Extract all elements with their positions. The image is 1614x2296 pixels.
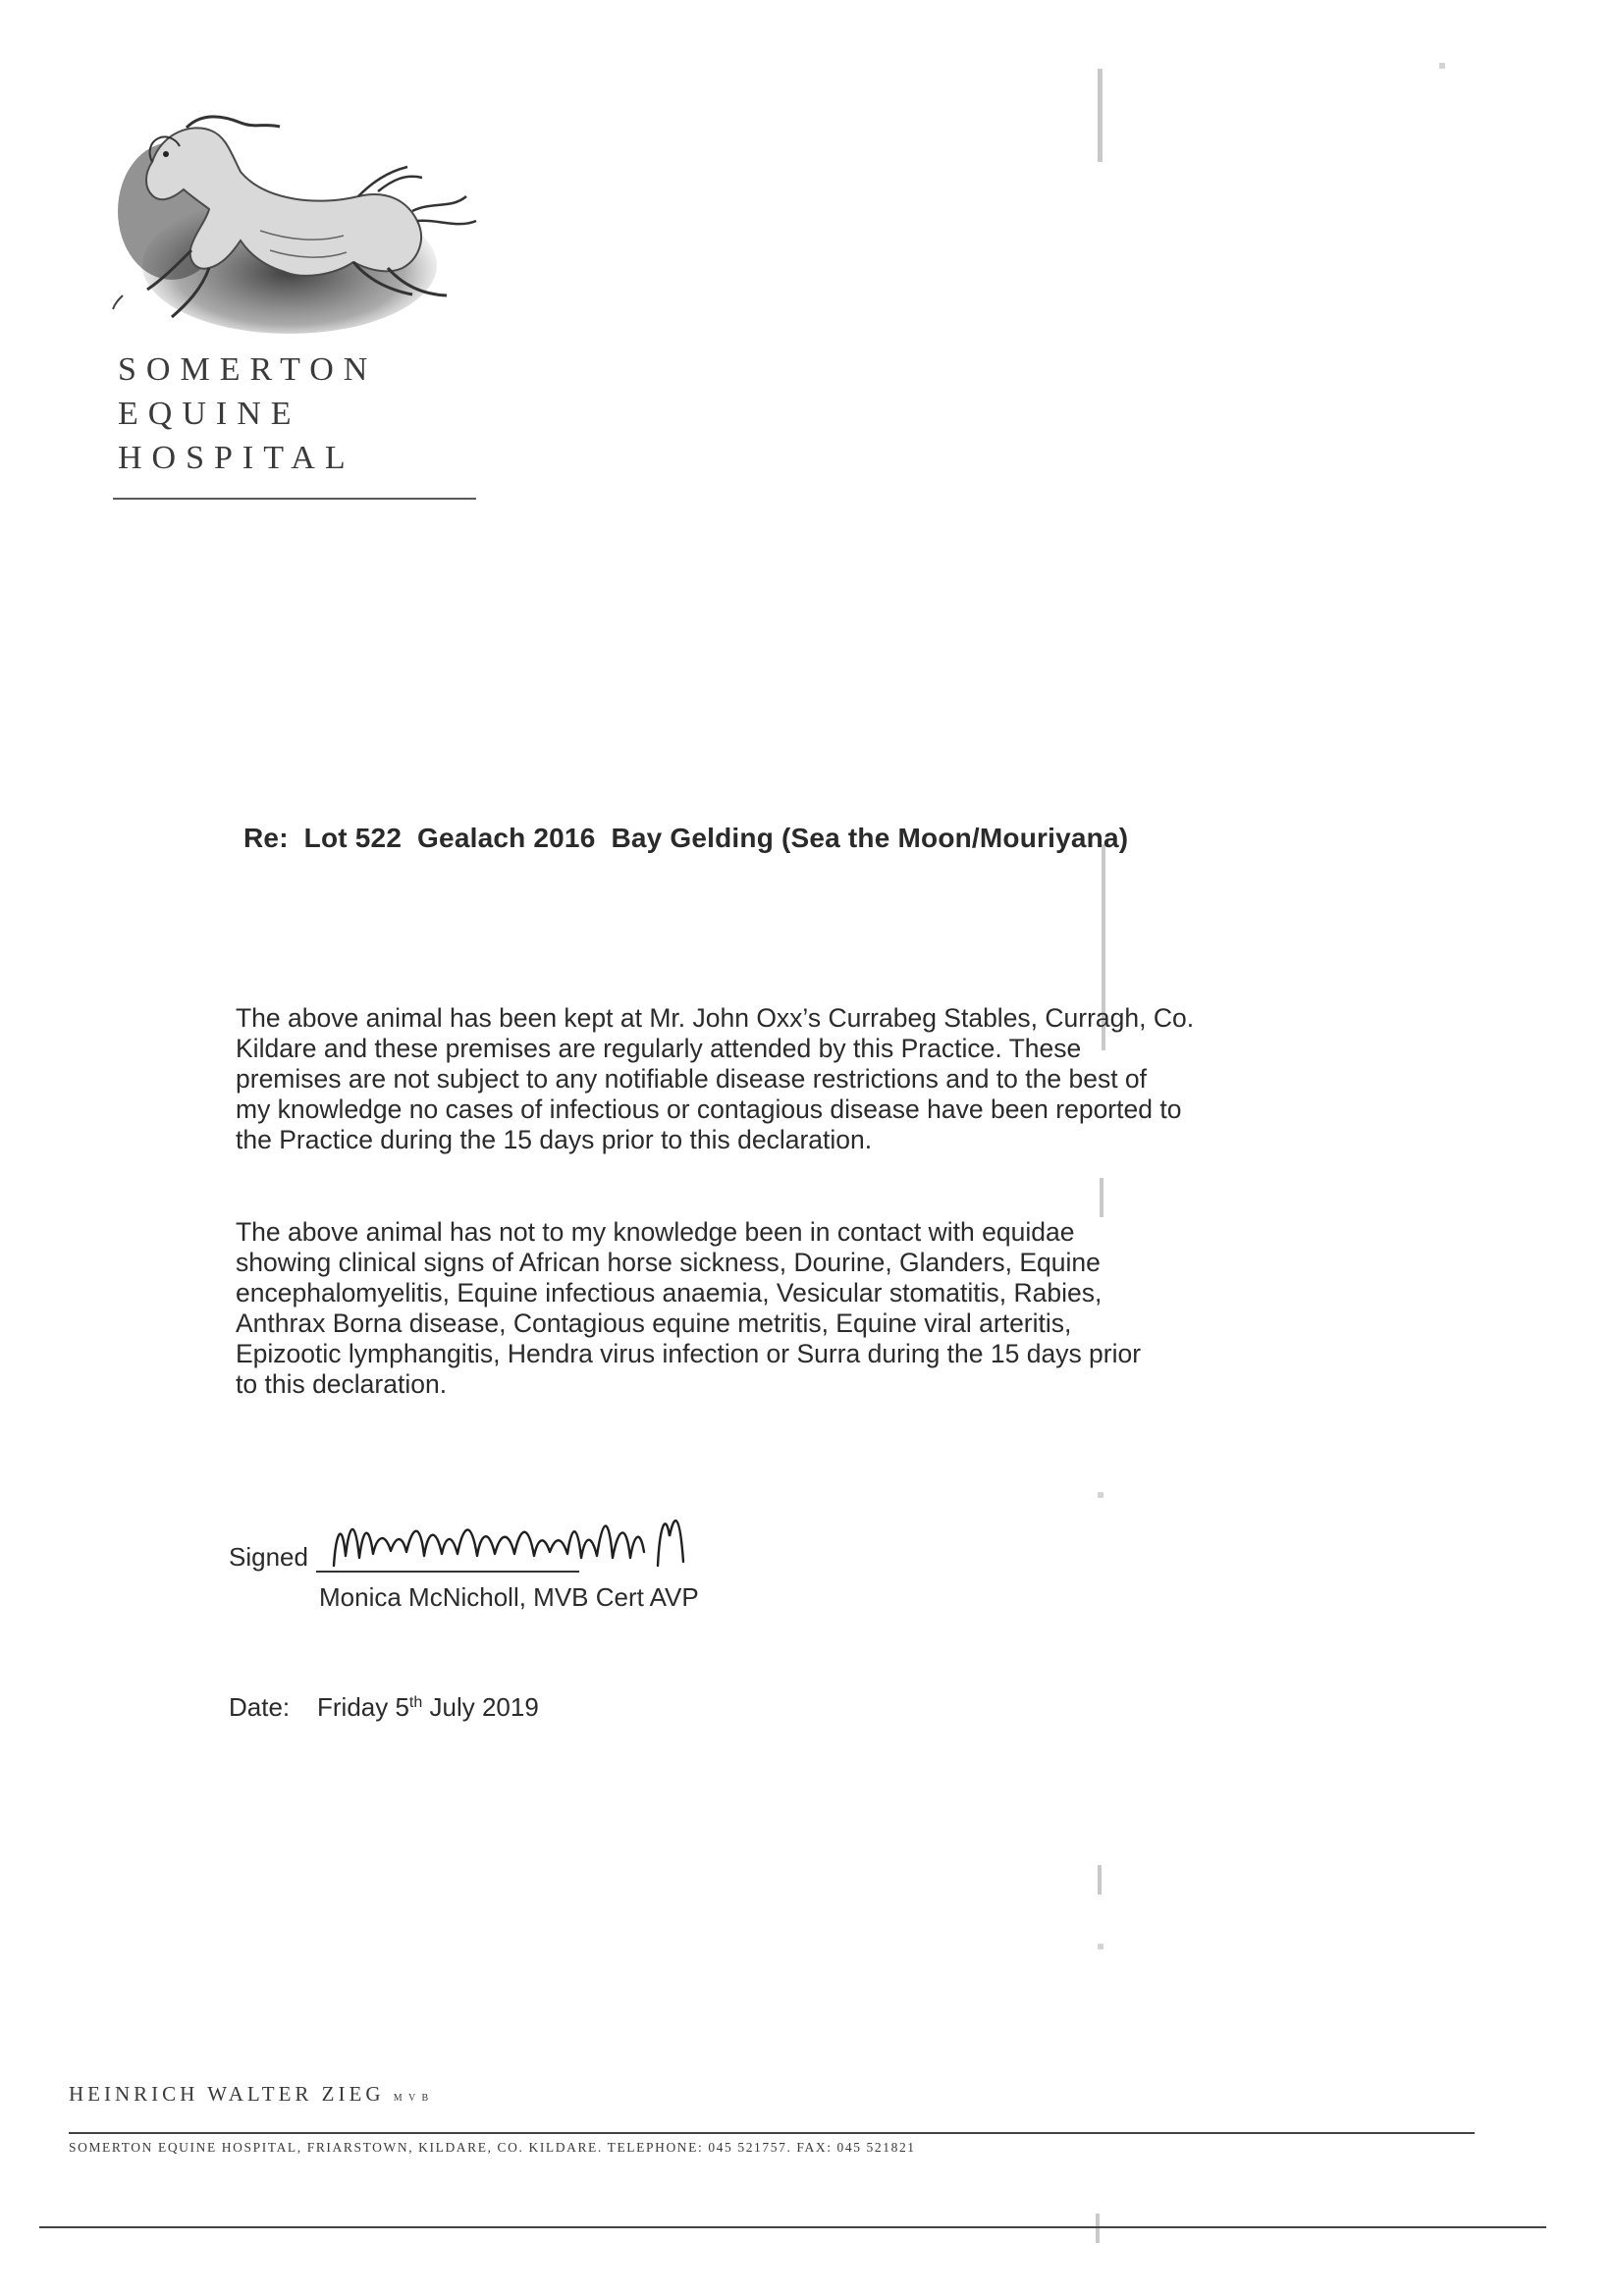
signature-line	[316, 1571, 579, 1573]
paragraph-premises	[236, 1003, 1335, 1155]
scan-artifact	[1439, 63, 1445, 69]
handwritten-signature	[314, 1497, 805, 1575]
paragraph-line: showing clinical signs of African horse sickness, Dourine, Glanders, Equine	[236, 1248, 1101, 1277]
logo-text-line3: HOSPITAL	[118, 440, 355, 476]
date-label: Date:	[229, 1692, 291, 1722]
date-month-year: July 2019	[422, 1692, 539, 1722]
scan-artifact	[1100, 1178, 1103, 1217]
footer-qualification: M V B	[393, 2093, 431, 2104]
footer-name-text: HEINRICH WALTER ZIEG	[69, 2082, 385, 2106]
paragraph-line: premises are not subject to any notifiable disease restrictions and to the best of	[236, 1064, 1148, 1094]
signatory-name: Monica McNicholl, MVB Cert AVP	[319, 1582, 699, 1612]
date-ordinal: th	[408, 1694, 423, 1711]
subject-line: Re: Lot 522 Gealach 2016 Bay Gelding (Sea the Moon/Mouriyana)	[243, 823, 1129, 853]
galloping-horse-illustration	[93, 93, 486, 348]
paragraph-line: to this declaration.	[236, 1369, 448, 1399]
paragraph-line: The above animal has not to my knowledge been in contact with equidae	[236, 1217, 1075, 1247]
scan-artifact	[1098, 1492, 1103, 1498]
hospital-logo	[93, 93, 486, 506]
paragraph-line: my knowledge no cases of infectious or contagious disease have been reported to	[236, 1095, 1182, 1124]
footer-vet-name	[69, 2082, 430, 2107]
paragraph-line: Kildare and these premises are regularly attended by this Practice. These	[236, 1034, 1082, 1063]
logo-text-line1: SOMERTON	[118, 351, 378, 388]
paragraph-contact	[236, 1217, 1335, 1400]
paragraph-line: The above animal has been kept at Mr. John Oxx’s Currabeg Stables, Curragh, Co.	[236, 1003, 1195, 1033]
date-value	[317, 1692, 539, 1723]
paragraph-line: Epizootic lymphangitis, Hendra virus infection or Surra during the 15 days prior	[236, 1339, 1142, 1368]
paragraph-line: encephalomyelitis, Equine infectious anaemia, Vesicular stomatitis, Rabies,	[236, 1278, 1103, 1308]
scan-artifact	[1098, 1865, 1102, 1895]
scan-artifact	[1096, 2214, 1100, 2243]
footer-divider	[69, 2132, 1475, 2134]
page-bottom-rule	[39, 2226, 1546, 2228]
paragraph-line: Anthrax Borna disease, Contagious equine metritis, Equine viral arteritis,	[236, 1308, 1072, 1338]
signed-label: Signed	[229, 1542, 308, 1572]
date-day: Friday 5	[317, 1692, 409, 1722]
logo-text-line2: EQUINE	[118, 396, 301, 432]
scan-artifact	[1098, 1944, 1103, 1949]
logo-divider	[113, 498, 476, 500]
paragraph-line: the Practice during the 15 days prior to this declaration.	[236, 1125, 873, 1154]
scan-artifact	[1098, 69, 1103, 162]
footer-address: SOMERTON EQUINE HOSPITAL, FRIARSTOWN, KILDARE, CO. KILDARE. TELEPHONE: 045 521757. FAX: 045 521821	[69, 2140, 916, 2155]
